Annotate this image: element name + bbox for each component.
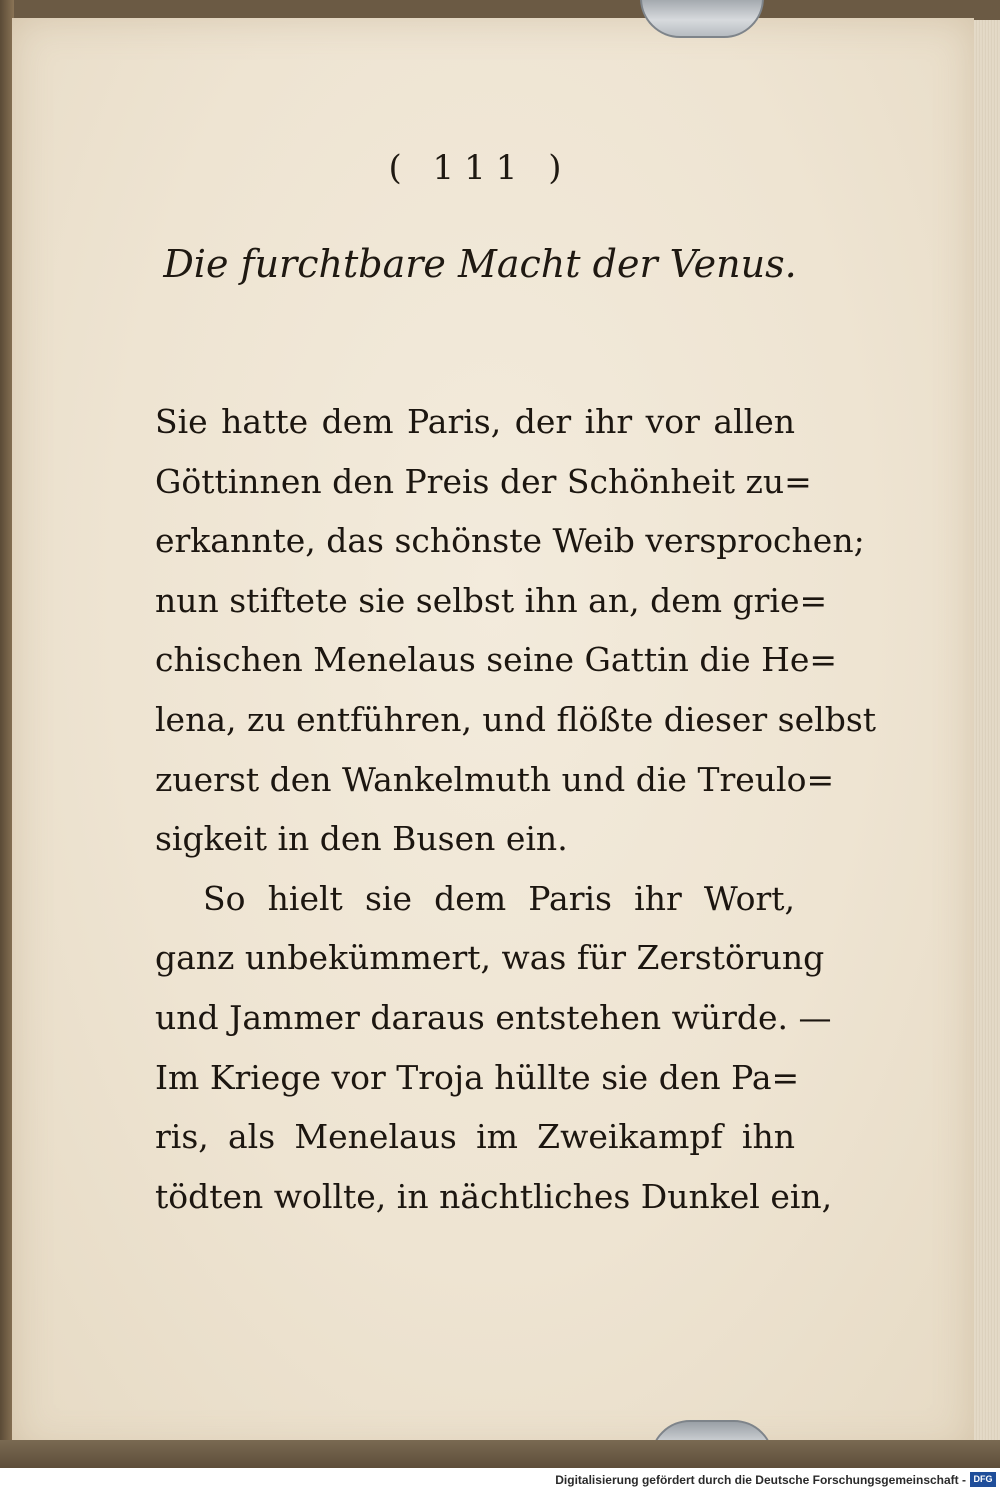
page-number: ( 111 ) xyxy=(388,148,572,188)
text-line: zuerst den Wankelmuth und die Treulo= xyxy=(155,759,835,799)
chapter-title: Die furchtbare Macht der Venus. xyxy=(163,242,797,286)
text-line: Göttinnen den Preis der Schönheit zu= xyxy=(155,461,812,501)
book-bottom-edge xyxy=(0,1440,1000,1468)
funding-credit: Digitalisierung gefördert durch die Deutsche Forschungsgemeinschaft - xyxy=(555,1473,966,1487)
text-line: sigkeit in den Busen ein. xyxy=(155,819,568,859)
text-line: nun stiftete sie selbst ihn an, dem grie= xyxy=(155,580,828,620)
text-line: ris, als Menelaus im Zweikampf ihn xyxy=(155,1117,795,1157)
text-line: Im Kriege vor Troja hüllte sie den Pa= xyxy=(155,1057,800,1097)
text-line: ganz unbekümmert, was für Zerstörung xyxy=(155,938,825,978)
text-line: erkannte, das schönste Weib versprochen; xyxy=(155,521,865,561)
text-line: So hielt sie dem Paris ihr Wort, xyxy=(203,878,795,918)
footer-bar xyxy=(0,1468,1000,1492)
text-line: tödten wollte, in nächtliches Dunkel ein, xyxy=(155,1176,833,1216)
text-line: chischen Menelaus seine Gattin die He= xyxy=(155,640,838,680)
text-line: lena, zu entführen, und flößte dieser selbst xyxy=(155,699,877,739)
text-line: und Jammer daraus entstehen würde. — xyxy=(155,997,832,1037)
dfg-logo: DFG xyxy=(970,1472,996,1487)
body-text xyxy=(155,392,877,1226)
text-line: Sie hatte dem Paris, der ihr vor allen xyxy=(155,402,795,441)
